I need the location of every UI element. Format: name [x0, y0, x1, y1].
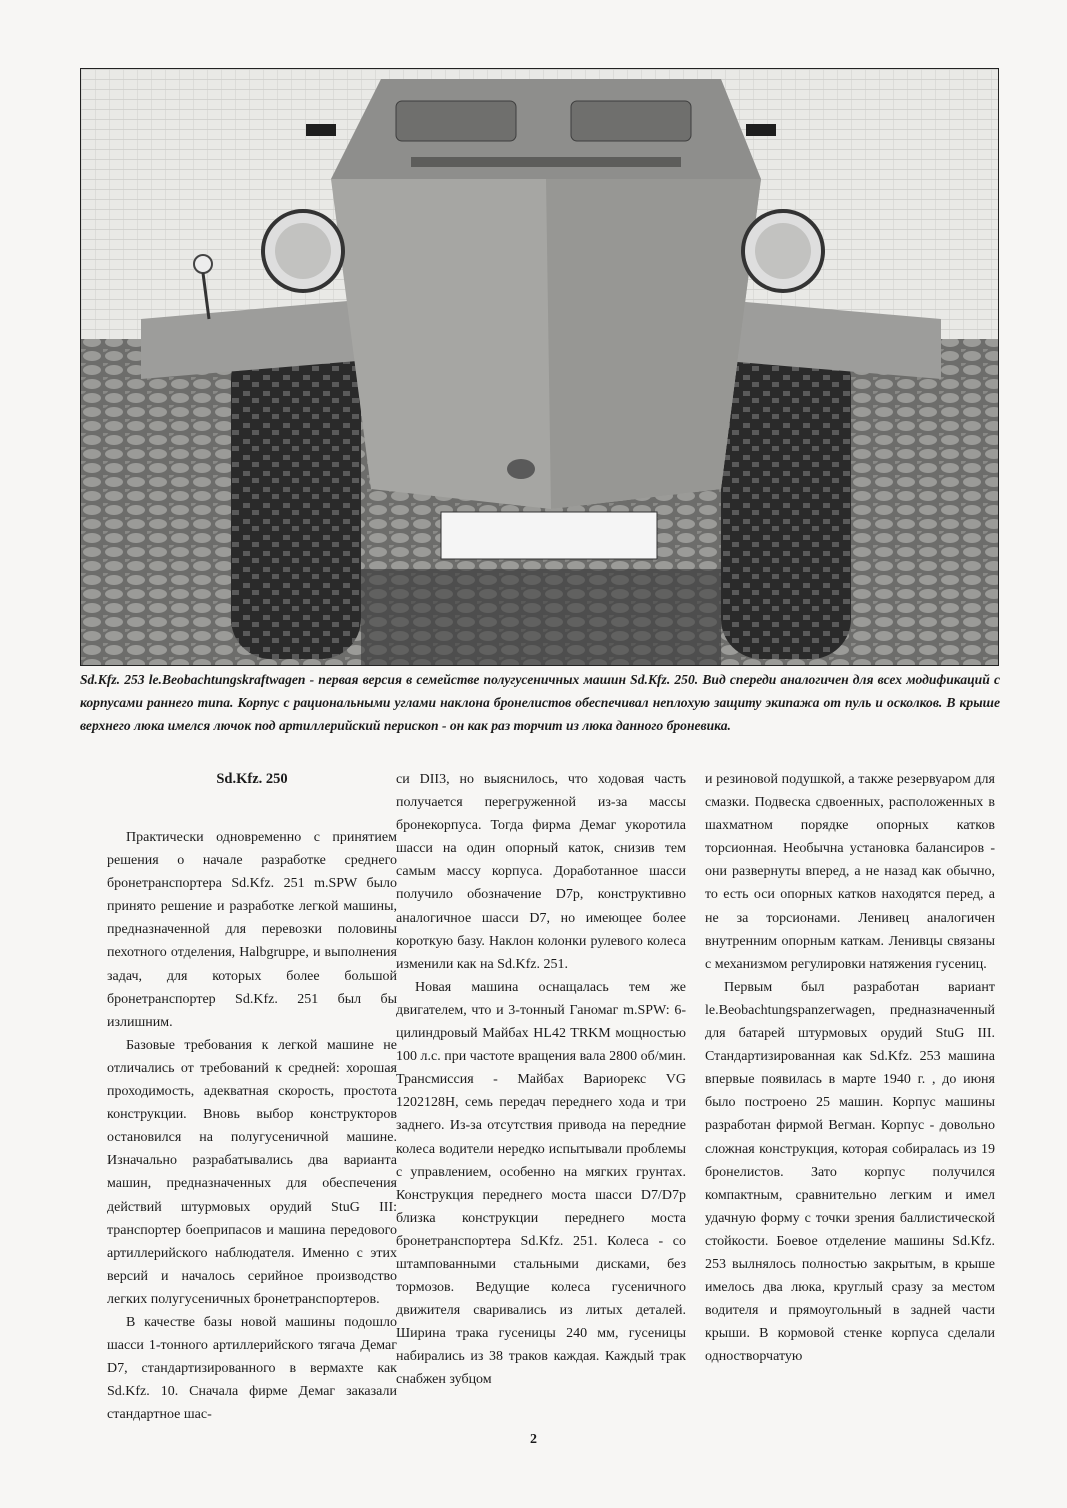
page-number: 2: [530, 1432, 537, 1447]
paragraph: Новая машина оснащалась тем же двигателем, что и 3-тонный Ганомаг m.SPW: 6-цилиндровый Майбах HL42 TRKM мощностью 100 л.с. при частоте вращения вала 2800 об/мин. Трансмиссия - Майбах Вариорекс VG 1202128H, семь передач переднего хода и три заднего. Из-за отсутствия привода на передние колеса водители нередко испытывали проблемы с управлением, особенно на мягких грунтах. Конструкция переднего моста шасси D7/D7p близка конструкции переднего моста бронетранспортера Sd.Kfz. 251. Колеса - со штампованными стальными дисками, без тормозов. Ведущие колеса гусеничного движителя сваривались из литых деталей. Ширина трака гусеницы 240 мм, гусеницы набирались из 38 траков каждая. Каждый трак снабжен зубцом: [396, 979, 686, 1388]
paragraph: Базовые требования к легкой машине не отличались от требований к средней: хорошая проходимость, адекватная скорость, простота конструкции. Вновь выбор конструкторов остановился на полугусеничной машине. Изначально разрабатывались два варианта машин, предназначенных для обеспечения действий штурмовых орудий StuG III: транспортер боеприпасов и машина передового артиллерийского наблюдателя. Именно с этих версий и началось серийное производство легких полугусеничных бронетранспортеров.: [107, 1037, 397, 1307]
text-column-1: [107, 768, 397, 1426]
paragraph: и резиновой подушкой, а также резервуаром для смазки. Подвеска сдвоенных, расположенных в шахматном порядке опорных катков торсионная. Необычна установка балансиров - они развернуты вперед, а не назад как обычно, то есть оси опорных катков находятся перед, а не за торсионами. Ленивец аналогичен внутренним опорным каткам. Ленивцы связаны с механизмом регулировки натяжения гусениц.: [705, 772, 995, 972]
photo-caption: Sd.Kfz. 253 le.Beobachtungskraftwagen - первая версия в семействе полугусеничных машин Sd.Kfz. 250. Вид спереди аналогичен для всех модификаций с корпусами раннего типа. Корпус с рациональными углами наклона бронелистов обеспечивал неплохую защиту экипажа от пуль и осколков. В крыше верхнего люка имелся лючок под артиллерийский перископ - он как раз торчит из люка данного броневика.: [80, 672, 1000, 733]
text-column-3: [705, 768, 995, 1368]
paragraph: Практически одновременно с принятием решения о начале разработке среднего бронетранспортера Sd.Kfz. 251 m.SPW было принято решение и разработке легкой машины, предназначенной для перевозки половины пехотного отделения, Halbgruppe, и выполнения задач, для которых более большой бронетранспортер Sd.Kfz. 251 был бы излишним.: [107, 830, 397, 1030]
paragraph: си DII3, но выяснилось, что ходовая часть получается перегруженной из-за массы бронекорпуса. Тогда фирма Демаг укоротила шасси на один опорный каток, снизив тем самым массу корпуса. Доработанное шасси получило обозначение D7p, конструктивно аналогичное шасси D7, но имеющее более короткую базу. Наклон колонки рулевого колеса изменили как на Sd.Kfz. 251.: [396, 772, 686, 972]
section-title: Sd.Kfz. 250: [216, 771, 288, 787]
vehicle-photo: [80, 68, 999, 666]
sdkfz-253-illustration: [81, 69, 998, 665]
paragraph: Первым был разработан вариант le.Beobachtungspanzerwagen, предназначенный для батарей штурмовых орудий StuG III. Стандартизированная как Sd.Kfz. 253 машина впервые появилась в марте 1940 г. , до июня было построено 25 машин. Корпус машины разработан фирмой Вегман. Корпус - довольно сложная конструкция, которая собиралась из 19 бронелистов. Зато корпус получился компактным, сравнительно легким и имел удачную форму с точки зрения баллистической стойкости. Боевое отделение машины Sd.Kfz. 253 вылнялось полностью закрытым, в крыше имелось два люка, круглый сразу за местом водителя и прямоугольный в задней части крыши. В кормовой стенке корпуса сделали одностворчатую: [705, 979, 995, 1365]
text-column-2: [396, 768, 686, 1392]
paragraph: В качестве базы новой машины подошло шасси 1-тонного артиллерийского тягача Демаг D7, стандартизированного в вермахте как Sd.Kfz. 10. Сначала фирме Демаг заказали стандартное шас-: [107, 1314, 397, 1423]
